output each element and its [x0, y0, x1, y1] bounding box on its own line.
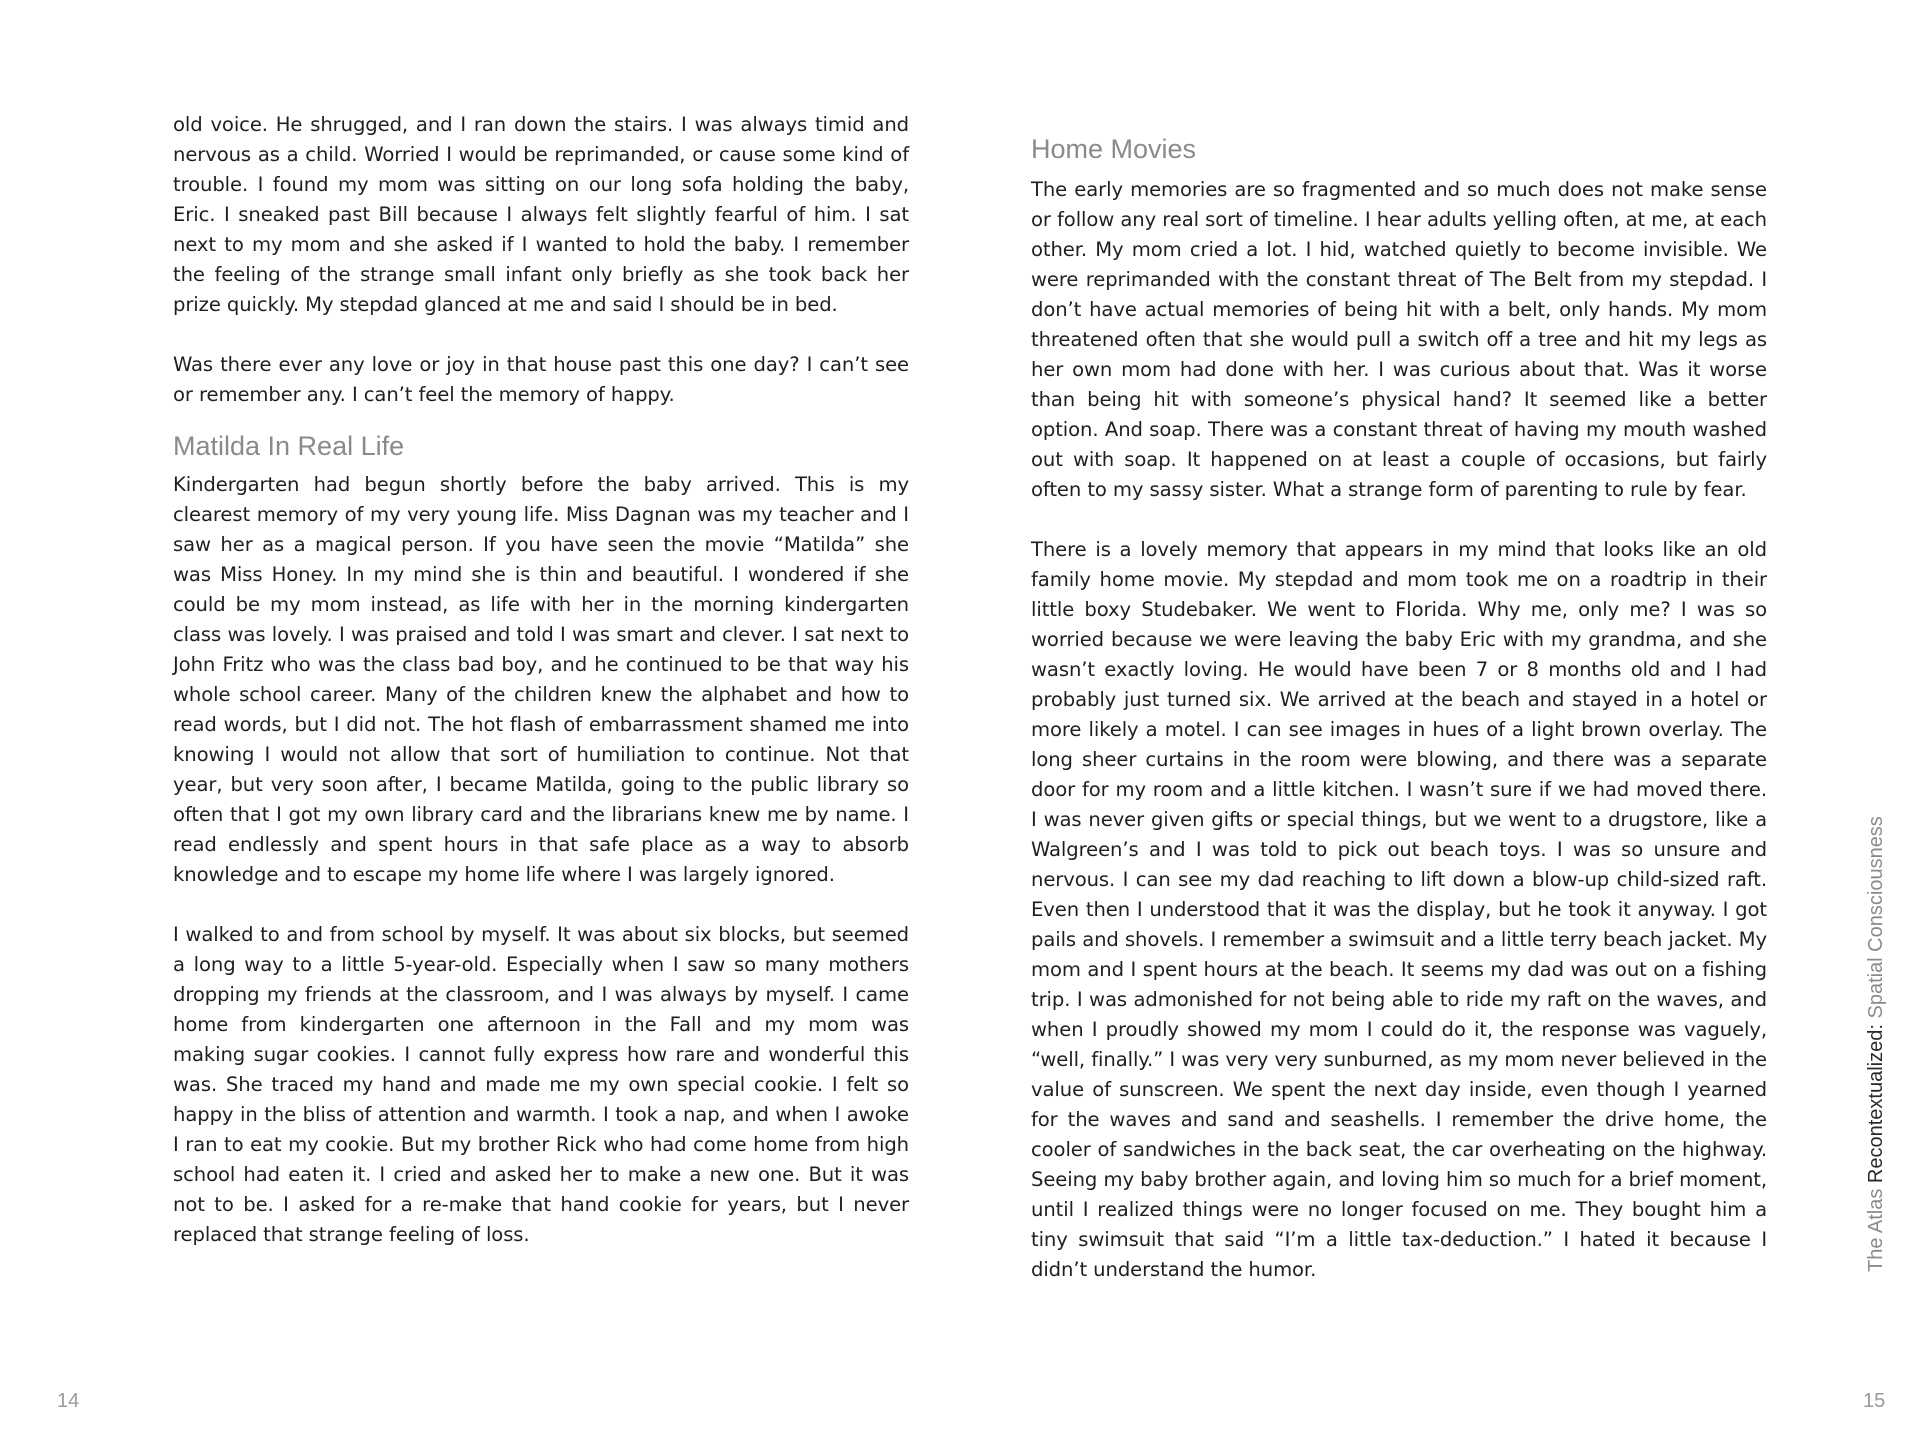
paragraph: The early memories are so fragmented and so much does not make sense or follow any real sort of timeline. I hear adults yelling often, at me, at each other. My mom cried a lot. I hid, watched quietly to become invisible. We were reprimanded with the constant threat of The Belt from my stepdad. I don’t have actual memories of being hit with a belt, only hands. My mom threatened often that she would pull a switch off a tree and hit my legs as her own mom had done with her. I was curious about that. Was it worse than being hit with someone’s physical hand? It seemed like a better option. And soap. There was a constant threat of having my mouth washed out with soap. It happened on at least a couple of occasions, but fairly often to my sassy sister. What a strange form of parenting to rule by fear. — [1031, 178, 1767, 501]
running-title — [1864, 816, 1888, 1272]
running-title-suffix: Spatial Consciousness — [1865, 816, 1887, 1025]
section-heading-home-movies: Home Movies — [1031, 134, 1197, 164]
section-heading-matilda: Matilda In Real Life — [173, 431, 405, 461]
paragraph: Kindergarten had begun shortly before the baby arrived. This is my clearest memory of my very young life. Miss Dagnan was my teacher and I saw her as a magical person. If you have seen the movie “Matilda” she was Miss Honey. In my mind she is thin and beautiful. I wondered if she could be my mom instead, as life with her in the morning kindergarten class was lovely. I was praised and told I was smart and clever. I sat next to John Fritz who was the class bad boy, and he continued to be that way his whole school career. Many of the children knew the alphabet and how to read words, but I did not. The hot flash of embarrassment shamed me into knowing I would not allow that sort of humiliation to continue. Not that year, but very soon after, I became Matilda, going to the public library so often that I got my own library card and the librarians knew me by name. I read endlessly and spent hours in that safe place as a way to absorb knowledge and to escape my home life where I was largely ignored. — [173, 473, 909, 886]
running-title-prefix: The Atlas — [1865, 1183, 1887, 1272]
page-number-right: 15 — [1863, 1390, 1886, 1412]
right-page — [960, 0, 1920, 1440]
paragraph: old voice. He shrugged, and I ran down the stairs. I was always timid and nervous as a child. Worried I would be reprimanded, or cause some kind of trouble. I found my mom was sitting on our long sofa holding the baby, Eric. I sneaked past Bill because I always felt slightly fearful of him. I sat next to my mom and she asked if I wanted to hold the baby. I remember the feeling of the strange small infant only briefly as she took back her prize quickly. My stepdad glanced at me and said I should be in bed. — [173, 113, 909, 316]
page-number-left: 14 — [57, 1390, 80, 1412]
paragraph: Was there ever any love or joy in that house past this one day? I can’t see or remember any. I can’t feel the memory of happy. — [173, 353, 909, 406]
right-text-column — [1031, 131, 1767, 1285]
left-text-column — [173, 110, 909, 1250]
paragraph: I walked to and from school by myself. It was about six blocks, but seemed a long way to a little 5-year-old. Especially when I saw so many mothers dropping my friends at the classroom, and I was always by myself. I came home from kindergarten one afternoon in the Fall and my mom was making sugar cookies. I cannot fully express how rare and wonderful this was. She traced my hand and made me my own special cookie. I felt so happy in the bliss of attention and warmth. I took a nap, and when I awoke I ran to eat my cookie. But my brother Rick who had come home from high school had eaten it. I cried and asked her to make a new one. But it was not to be. I asked for a re-make that hand cookie for years, but I never replaced that strange feeling of loss. — [173, 923, 909, 1246]
paragraph: There is a lovely memory that appears in my mind that looks like an old family home movie. My stepdad and mom took me on a roadtrip in their little boxy Studebaker. We went to Florida. Why me, only me? I was so worried because we were leaving the baby Eric with my grandma, and she wasn’t exactly loving. He would have been 7 or 8 months old and I had probably just turned six. We arrived at the beach and stayed in a hotel or more likely a motel. I can see images in hues of a light brown overlay. The long sheer curtains in the room were blowing, and there was a separate door for my room and a little kitchen. I wasn’t sure if we had moved there. I was never given gifts or special things, but we went to a drugstore, like a Walgreen’s and I was told to pick out beach toys. I was so unsure and nervous. I can see my dad reaching to lift down a blow-up child-sized raft. Even then I understood that it was the display, but he took it anyway. I got pails and shovels. I remember a swimsuit and a little terry beach jacket. My mom and I spent hours at the beach. It seems my dad was out on a fishing trip. I was admonished for not being able to ride my raft on the waves, and when I proudly showed my mom I could do it, the response was vaguely, “well, finally.” I was very very sunburned, as my mom never believed in the value of sunscreen. We spent the next day inside, even though I yearned for the waves and sand and seashells. I remember the drive home, the cooler of sandwiches in the back seat, the car overheating on the highway. Seeing my baby brother again, and loving him so much for a brief moment, until I realized things were no longer focused on me. They bought him a tiny swimsuit that said “I’m a little tax-deduction.” I hated it because I didn’t understand the humor. — [1031, 538, 1767, 1281]
running-title-emphasis: Recontextualized: — [1865, 1024, 1887, 1184]
